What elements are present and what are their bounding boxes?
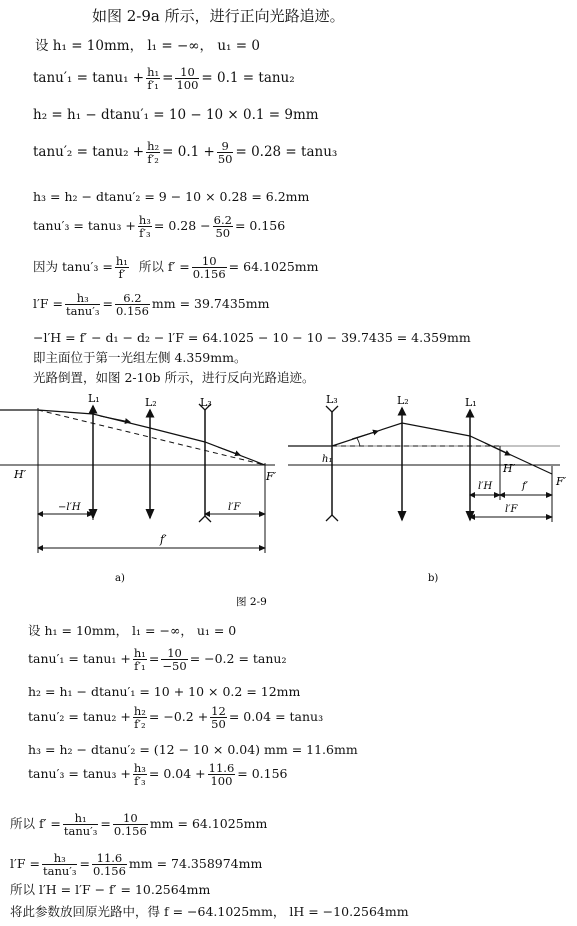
equation-2-1: tanu′₁ = tanu₁ + $\frac{\text{h₁}}{\text{f′₁}}$ = $\frac{10}{-50}$ = −0.2 = tanu₂ (28, 646, 287, 673)
figure-title: 图 2-9 (236, 596, 267, 608)
equation-2-5: tanu′₃ = tanu₃ + $\frac{\text{h₃}}{\text{f′₃}}$ = 0.04 + $\frac{11.6}{100}$ = 0.156 (28, 761, 288, 788)
ray-a (0, 410, 265, 465)
equation-2-3: tanu′₂ = tanu₂ + $\frac{\text{h₂}}{\text{f′₂}}$ = −0.2 + $\frac{12}{50}$ = 0.04 = tanu₃ (28, 704, 324, 731)
figure-b (288, 393, 567, 584)
label-l1-a: L₁ (88, 392, 100, 405)
label-hprime-b: H′ (503, 462, 516, 475)
equation-4: h₃ = h₂ − dtanu′₂ = 9 − 10 × 0.28 = 6.2mm (33, 189, 310, 204)
given-line: 设 h₁ = 10mm， l₁ = −∞， u₁ = 0 (35, 38, 260, 54)
label-l3-a: L₃ (200, 396, 212, 409)
equation-2-7: l′F = $\frac{\text{h₃}}{\text{tanu′₃}}$ = $\frac{11.6}{0.156}$ mm = 74.358974mm (10, 851, 263, 878)
dim-f-a: f′ (160, 533, 167, 546)
intro-line: 如图 2-9a 所示，进行正向光路追迹。 (92, 7, 345, 25)
equation-2-4: h₃ = h₂ − dtanu′₂ = (12 − 10 × 0.04) mm = 11.6mm (28, 742, 358, 757)
caption-b: b) (428, 573, 439, 584)
reverse-intro-line: 光路倒置，如图 2-10b 所示，进行反向光路追迹。 (33, 370, 315, 385)
label-l2-a: L₂ (145, 396, 157, 409)
dim-f-b: f′ (522, 481, 528, 492)
final-line: 将此参数放回原光路中，得 f = −64.1025mm， lH = −10.2564mm (10, 904, 409, 919)
dim-lf-b: l′F (505, 504, 518, 515)
dim-lf-a: l′F (228, 502, 241, 513)
equation-2-2: h₂ = h₁ − dtanu′₁ = 10 + 10 × 0.2 = 12mm (28, 684, 301, 699)
equation-7: l′F = $\frac{\text{h₃}}{\text{tanu′₃}}$ = $\frac{6.2}{0.156}$ mm = 39.7435mm (33, 291, 270, 318)
conclusion-line: 即主面位于第一光组左侧 4.359mm。 (33, 350, 247, 365)
equation-6: 因为 tanu′₃ = $\frac{\text{h₁}}{f'}$ 所以 f′ = $\frac{10}{0.156}$ = 64.1025mm (33, 254, 319, 281)
label-h1-b: h₁ (322, 454, 333, 465)
label-l1-b: L₁ (465, 396, 477, 409)
caption-a: a) (115, 573, 125, 584)
label-hprime-a: H′ (14, 468, 27, 481)
dim-lh-a: −l′H (58, 502, 81, 513)
equation-3: tanu′₂ = tanu₂ + $\frac{\text{h₂}}{\text{f′₂}}$ = 0.1 + $\frac{9}{50}$ = 0.28 = tanu₃ (33, 139, 338, 166)
equation-2-6: 所以 f′ = $\frac{\text{h₁}}{\text{tanu′₃}}$ = $\frac{10}{0.156}$ mm = 64.1025mm (10, 811, 268, 838)
figure-a (0, 392, 277, 584)
equation-8: −l′H = f′ − d₁ − d₂ − l′F = 64.1025 − 10 − 10 − 39.7435 = 4.359mm (33, 330, 471, 345)
given-line-2: 设 h₁ = 10mm， l₁ = −∞， u₁ = 0 (28, 623, 237, 638)
dim-lh-b: l′H (478, 481, 493, 492)
equation-2-8: 所以 l′H = l′F − f′ = 10.2564mm (10, 882, 211, 897)
label-l2-b: L₂ (397, 394, 409, 407)
equation-5: tanu′₃ = tanu₃ + $\frac{\text{h₃}}{\text{f′₃}}$ = 0.28 − $\frac{6.2}{50}$ = 0.156 (33, 213, 286, 240)
figure-2-9 (0, 388, 577, 613)
dashed-extension-a (38, 410, 265, 465)
equation-1: tanu′₁ = tanu₁ + $\frac{\text{h₁}}{\text{f′₁}}$ = $\frac{10}{100}$ = 0.1 = tanu₂ (33, 65, 295, 92)
label-l3-b: L₃ (326, 393, 338, 406)
label-fprime-b: F′ (556, 475, 567, 488)
equation-2: h₂ = h₁ − dtanu′₁ = 10 − 10 × 0.1 = 9mm (33, 107, 319, 123)
label-fprime-a: F′ (266, 470, 277, 483)
